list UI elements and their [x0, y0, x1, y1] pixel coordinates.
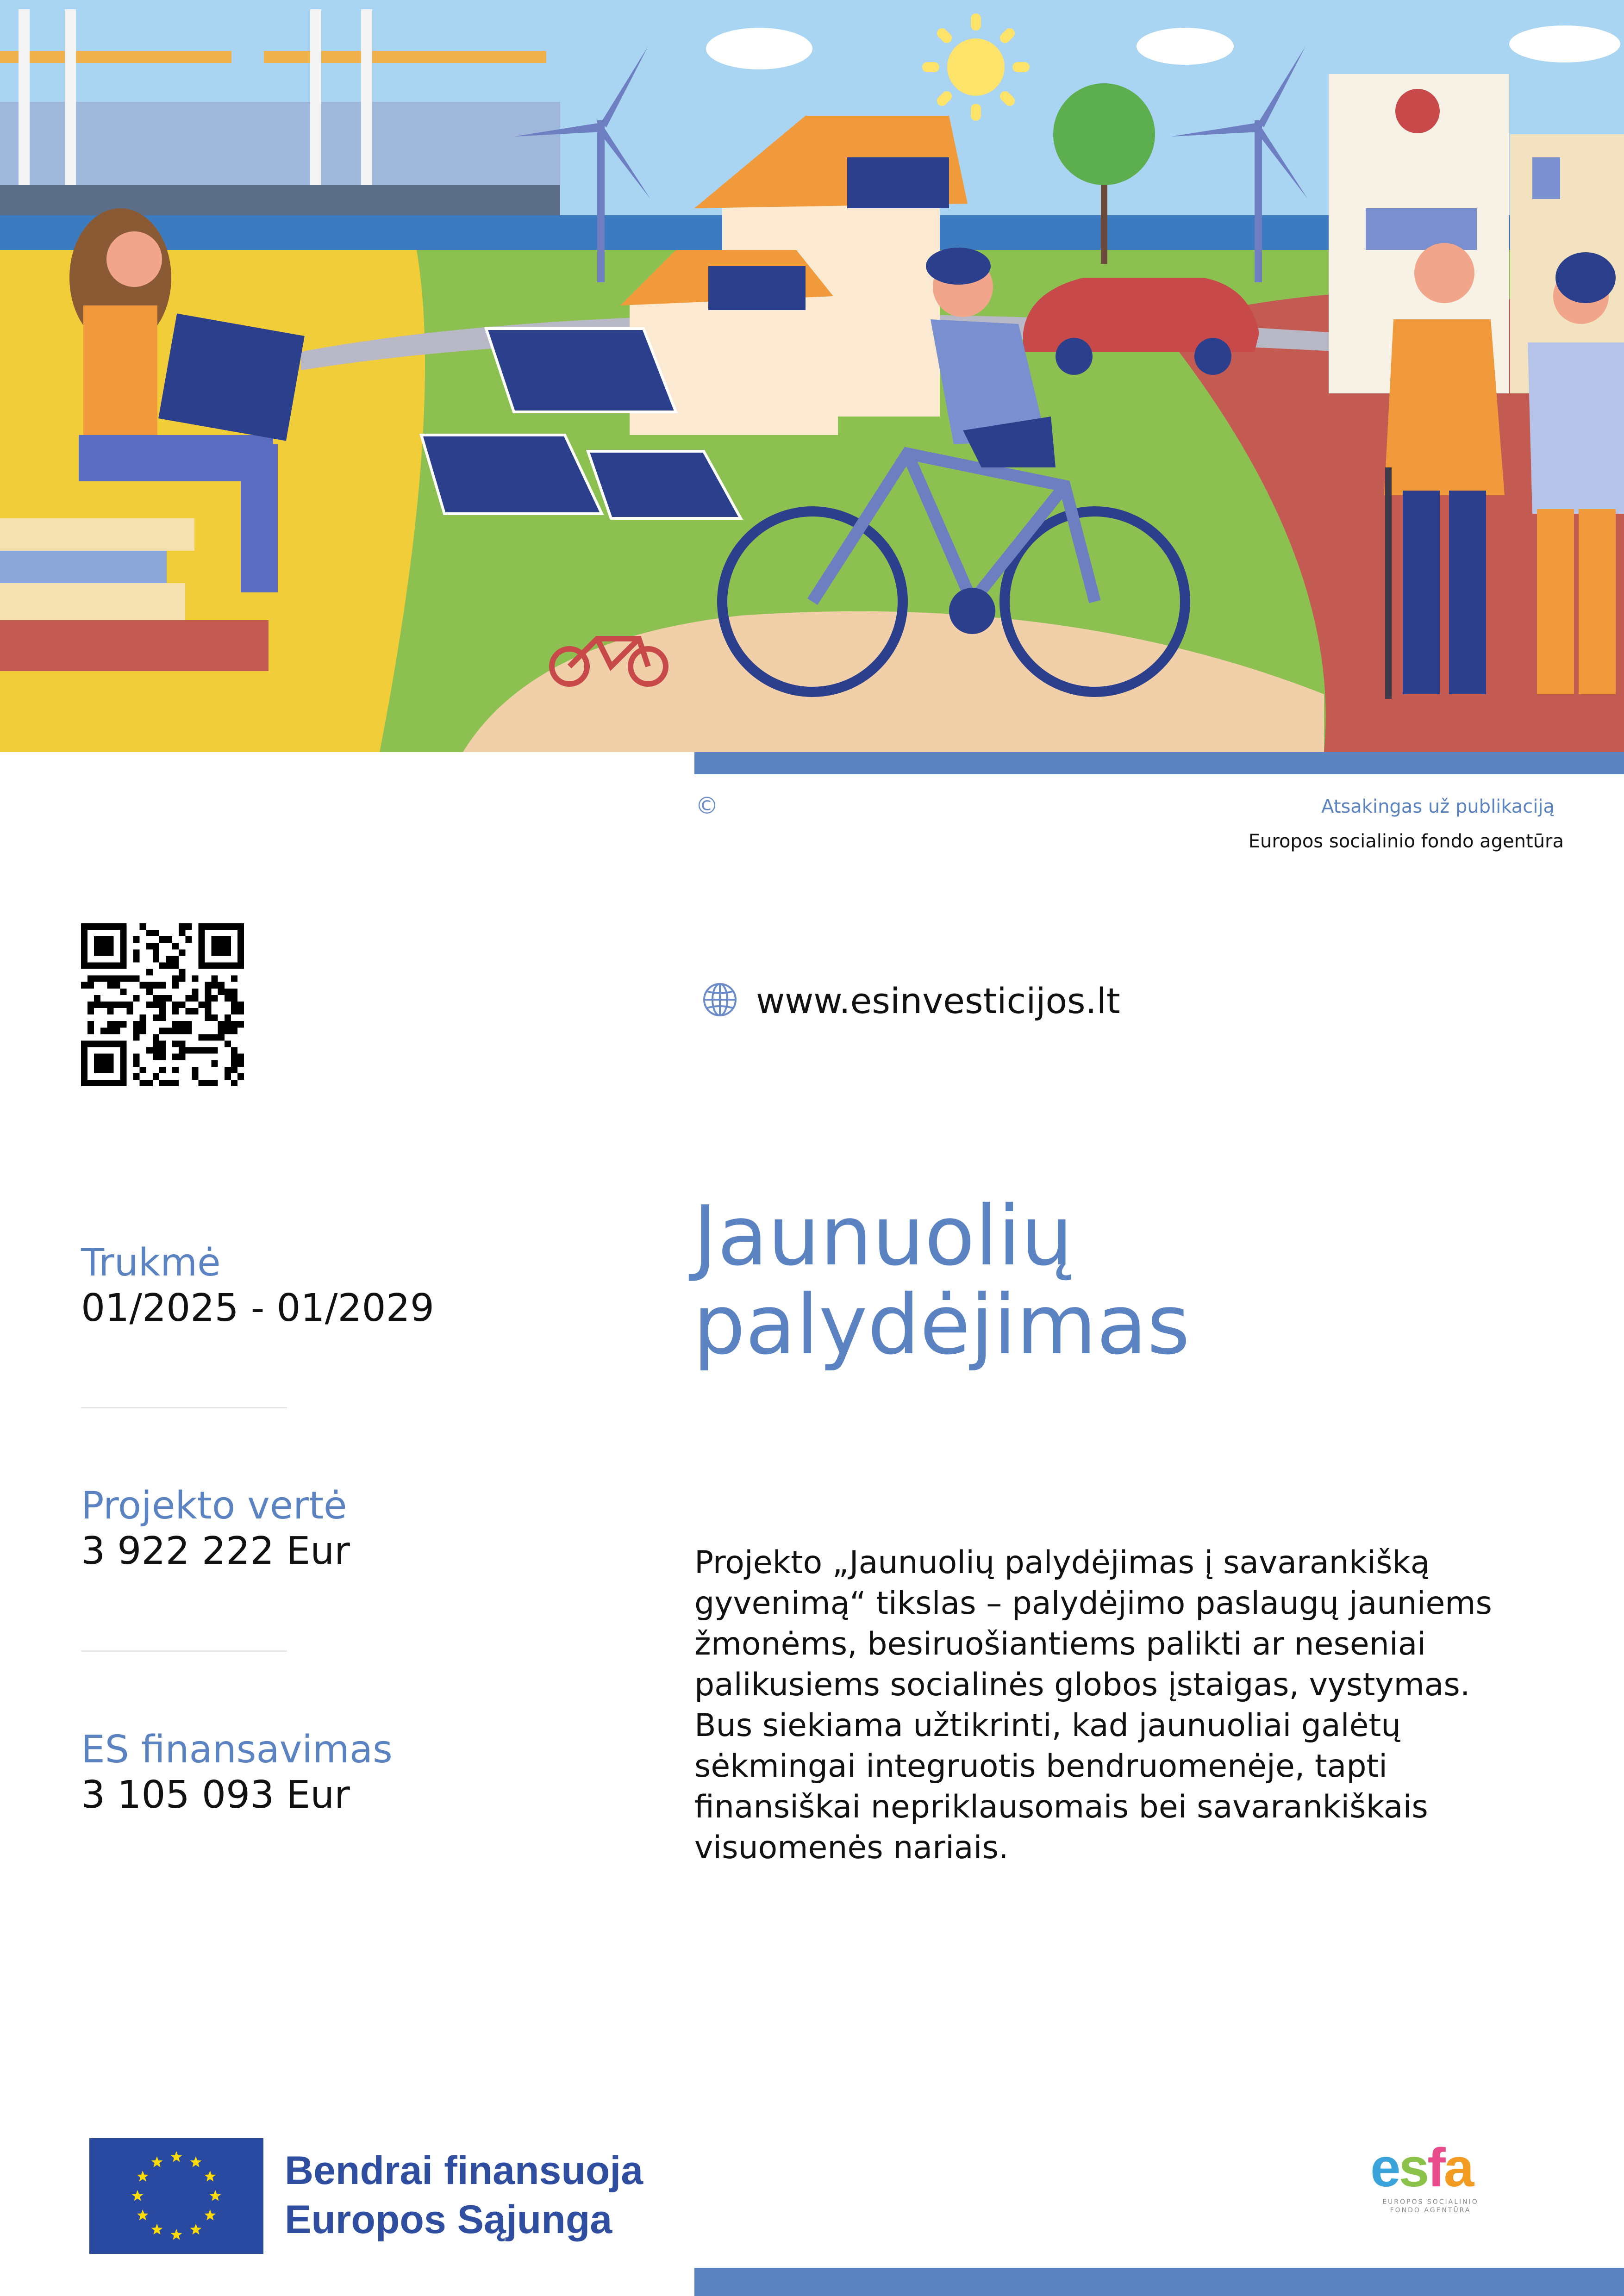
esfa-subtitle [1370, 2198, 1491, 2215]
project-title-line-2: palydėjimas [693, 1277, 1190, 1373]
description-line: gyvenimą“ tikslas – palydėjimo paslaugų jauniems [694, 1585, 1492, 1622]
eu-cofunding-text [285, 2146, 643, 2244]
port-crane [0, 51, 546, 63]
cloud [706, 28, 812, 69]
eu-funding-block [81, 1727, 393, 1818]
esfa-letter: e [1370, 2137, 1399, 2198]
duration-block [81, 1240, 434, 1332]
globe-icon [701, 981, 738, 1018]
description-line: Bus siekiama užtikrinti, kad jaunuoliai galėtų [694, 1707, 1401, 1744]
description-line: visuomenės nariais. [694, 1829, 1009, 1866]
hero-illustration [0, 0, 1624, 752]
responsible-label: Atsakingas už publikaciją [1321, 796, 1555, 817]
esfa-subtitle-line-1: EUROPOS SOCIALINIO [1382, 2198, 1479, 2206]
project-value-label: Projekto vertė [81, 1484, 347, 1528]
eu-funding-label: ES finansavimas [81, 1728, 393, 1772]
eu-funding-amount: 3 105 093 Eur [81, 1773, 350, 1817]
copyright-symbol: © [695, 792, 718, 819]
cloud [1509, 25, 1620, 62]
project-value-block [81, 1483, 350, 1574]
description-line: žmonėms, besiruošiantiems palikti ar neseniai [694, 1626, 1426, 1662]
website-link[interactable]: www.esinvesticijos.lt [756, 980, 1120, 1021]
divider [81, 1407, 287, 1408]
divider [81, 1650, 287, 1652]
project-title-line-1: Jaunuolių [693, 1188, 1073, 1284]
esfa-subtitle-line-2: FONDO AGENTŪRA [1390, 2207, 1471, 2214]
description-line: finansiškai nepriklausomais bei savarankiškais [694, 1789, 1428, 1825]
duration-label: Trukmė [81, 1241, 221, 1285]
project-description [694, 1543, 1555, 1868]
eu-cofunding-line-2: Europos Sąjunga [285, 2197, 612, 2242]
esfa-letter: a [1443, 2137, 1473, 2198]
responsible-organization: Europos socialinio fondo agentūra [1248, 831, 1564, 852]
description-line: palikusiems socialinės globos įstaigas, vystymas. [694, 1667, 1470, 1703]
accent-bar-bottom [694, 2268, 1624, 2296]
duration-value: 01/2025 - 01/2029 [81, 1286, 435, 1331]
eu-flag-icon [89, 2138, 263, 2254]
esfa-letter: f [1427, 2137, 1444, 2198]
description-line: sėkmingai integruotis bendruomenėje, tapti [694, 1748, 1388, 1785]
description-line: Projekto „Jaunuolių palydėjimas į savarankišką [694, 1544, 1430, 1581]
esfa-logo [1370, 2137, 1491, 2214]
eu-cofunding-line-1: Bendrai finansuoja [285, 2148, 643, 2193]
cloud [1137, 28, 1234, 65]
project-value-amount: 3 922 222 Eur [81, 1529, 350, 1574]
accent-bar-top [694, 752, 1624, 774]
qr-code-icon[interactable] [81, 923, 244, 1086]
project-title [693, 1188, 1573, 1373]
esfa-wordmark [1370, 2137, 1491, 2198]
esfa-letter: s [1399, 2137, 1428, 2198]
tree [1053, 83, 1155, 185]
